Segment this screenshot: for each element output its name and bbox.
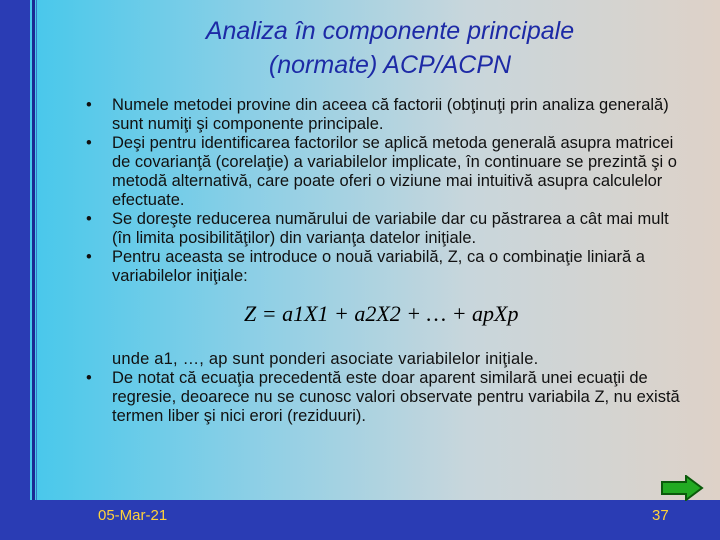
footer-date: 05-Mar-21 xyxy=(98,507,168,524)
left-accent-line-thin xyxy=(36,0,37,540)
bullet-item xyxy=(84,134,684,210)
slide-title-line1: Analiza în componente principale xyxy=(205,17,575,45)
bullet-dot-icon: • xyxy=(86,369,92,387)
bullet-dot-icon: • xyxy=(86,96,92,114)
bullet-text: Deşi pentru identificarea factorilor se aplică metoda generală asupra matricei de covarianţă (corelaţie) a variabilelor implicate, în continuare se prezintă şi o metodă alternativă, care poate oferi o viziune mai intuitivă asupra calculelor efectuate. xyxy=(112,134,677,209)
formula-explanation: unde a1, …, ap sunt ponderi asociate variabilelor iniţiale. xyxy=(112,350,539,368)
bullet-item xyxy=(84,369,684,426)
left-accent-line xyxy=(32,0,35,540)
next-slide-button[interactable] xyxy=(660,475,704,501)
bullet-item xyxy=(84,210,684,248)
left-accent-bar xyxy=(0,0,30,540)
bullet-dot-icon: • xyxy=(86,248,92,266)
slide-title-line2: (normate) ACP/ACPN xyxy=(268,51,512,79)
bullet-text: Pentru aceasta se introduce o nouă variabilă, Z, ca o combinaţie liniară a variabilelor iniţiale: xyxy=(112,248,645,285)
bullet-item xyxy=(84,96,684,134)
bullet-text: Se doreşte reducerea numărului de variabile dar cu păstrarea a cât mai mult (în limita posibilităţilor) din varianţa datelor iniţiale. xyxy=(112,210,669,247)
footer-page-number: 37 xyxy=(652,507,669,524)
formula xyxy=(244,292,684,346)
slide-title xyxy=(60,14,720,82)
bullet-item xyxy=(84,248,684,286)
formula-text: Z = a1X1 + a2X2 + … + apXp xyxy=(244,301,519,326)
bullet-text: Numele metodei provine din aceea că factorii (obţinuţi prin analiza generală) sunt numiţi şi componente principale. xyxy=(112,96,669,133)
bullet-dot-icon: • xyxy=(86,210,92,228)
bullet-text: De notat că ecuaţia precedentă este doar aparent similară unei ecuaţii de regresie, deoarece nu se cunosc valori observate pentru variabila Z, nu există termen liber şi nici erori (reziduuri). xyxy=(112,369,680,425)
bullet-dot-icon: • xyxy=(86,134,92,152)
slide-content xyxy=(84,96,684,426)
right-arrow-icon xyxy=(660,475,704,501)
